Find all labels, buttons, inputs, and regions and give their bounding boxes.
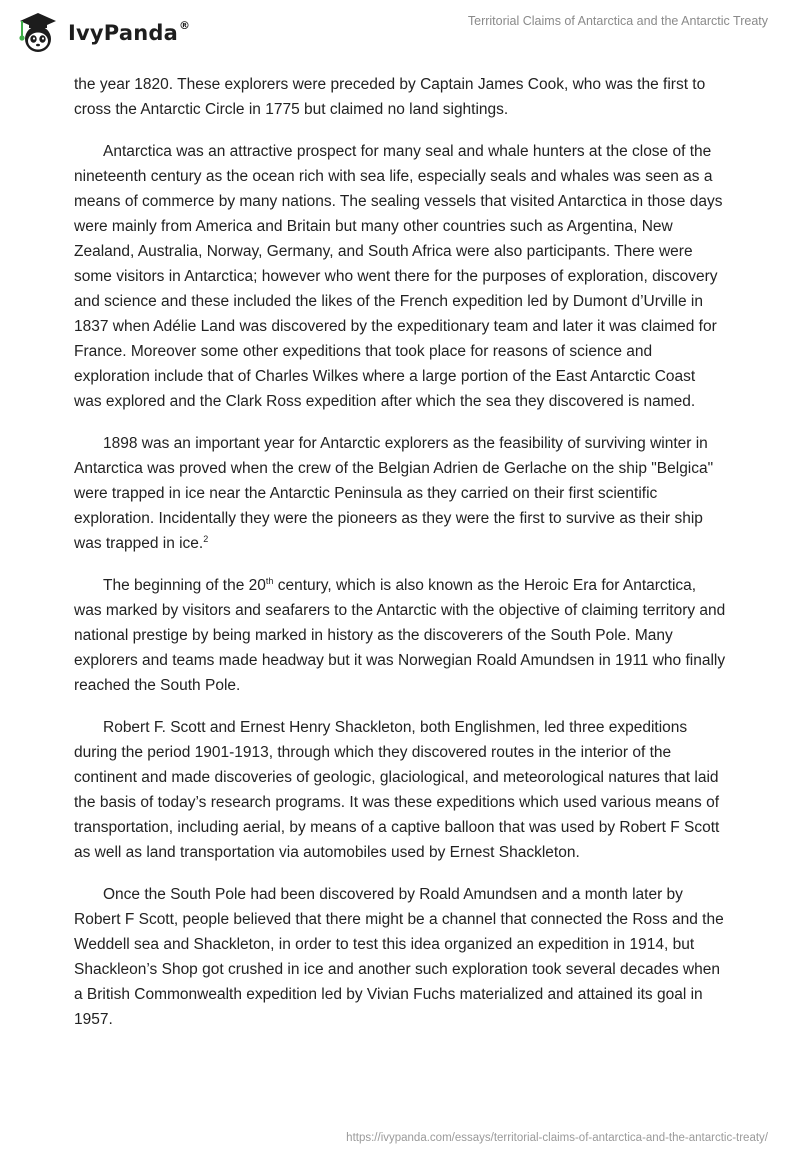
source-url[interactable]: https://ivypanda.com/essays/territorial-claims-of-antarctica-and-the-antarctic-treaty/ [346, 1132, 768, 1144]
paragraph: Robert F. Scott and Ernest Henry Shackleton, both Englishmen, led three expeditions during the period 1901-1913, through which they discovered routes in the interior of the continent and made discoveries of geologic, glaciological, and meteorological natures that laid the basis of today’s research programs. It was these expeditions which used various means of transportation, including aerial, by means of a captive balloon that was used by Robert F Scott as well as land transportation via automobiles used by Ernest Shackleton. [74, 719, 720, 861]
ivypanda-logo[interactable] [14, 8, 190, 56]
panda-graduate-icon [14, 8, 62, 56]
paragraph-text: century, which is also known as the Heroic Era for Antarctica, was marked by visitors and seafarers to the Antarctic with the objective of claiming territory and national prestige by being marked in history as the discoverers of the South Pole. Many explorers and teams made headway but it was Norwegian Roald Amundsen in 1911 who finally reached the South Pole. [74, 577, 726, 694]
ordinal-suffix: th [265, 575, 274, 586]
paragraph [74, 573, 726, 698]
page-header [0, 0, 800, 70]
paragraph-text: The beginning of the 20 [103, 577, 266, 594]
paragraph-continuation: the year 1820. These explorers were preceded by Captain James Cook, who was the first to cross the Antarctic Circle in 1775 but claimed no land sightings. [74, 76, 706, 118]
footnote-ref[interactable]: 2 [203, 533, 209, 544]
paragraph-text: 1898 was an important year for Antarctic explorers as the feasibility of surviving winter in Antarctica was proved when the crew of the Belgian Adrien de Gerlache on the ship "Belgica" were trapped in ice near the Antarctic Peninsula as they carried on their first scientific exploration. Incidentally they were the pioneers as they were the first to survive as their ship was trapped in ice. [74, 435, 714, 552]
paragraph [74, 431, 726, 556]
logo-wordmark: IvyPanda® [68, 19, 191, 45]
paragraph: Once the South Pole had been discovered by Roald Amundsen and a month later by Robert F Scott, people believed that there might be a channel that connected the Ross and the Weddell sea and Shackleton, in order to test this idea organized an expedition in 1914, but Shackleon’s Shop got crushed in ice and another such exploration took several decades when a British Commonwealth expedition led by Vivian Fuchs materialized and attained its goal in 1957. [74, 886, 724, 1028]
essay-body [74, 72, 726, 1049]
document-title: Territorial Claims of Antarctica and the Antarctic Treaty [467, 14, 768, 28]
paragraph: Antarctica was an attractive prospect for many seal and whale hunters at the close of the nineteenth century as the ocean rich with sea life, especially seals and whales was seen as a means of commerce by many nations. The sealing vessels that visited Antarctica in those days were mainly from America and Britain but many other countries such as Argentina, New Zealand, Australia, Norway, Germany, and South Africa were also participants. There were some visitors in Antarctica; however who went there for the purposes of exploration, discovery and science and these included the likes of the French expedition led by Dumont d’Urville in 1837 when Adélie Land was discovered by the expeditionary team and later it was claimed for France. Moreover some other expeditions that took place for reasons of science and exploration include that of Charles Wilkes where a large portion of the East Antarctic Coast was explored and the Clark Ross expedition after which the sea they discovered is named. [74, 143, 723, 410]
